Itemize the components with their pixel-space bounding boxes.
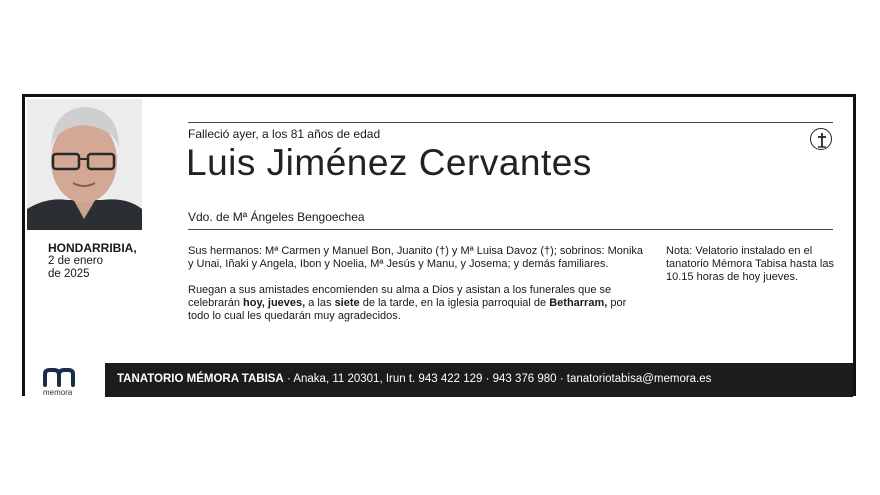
date-line-2: de 2025 xyxy=(48,268,90,280)
obituary-notice xyxy=(22,94,856,396)
widower-line: Vdo. de Mª Ángeles Bengoechea xyxy=(188,210,365,224)
company-details: · Anaka, 11 20301, Irun t. 943 422 129 · 943 376 980 · tanatoriotabisa@memora.es xyxy=(283,373,712,385)
memora-logo xyxy=(25,363,105,397)
place-and-date xyxy=(48,242,168,281)
deceased-name: Luis Jiménez Cervantes xyxy=(186,142,592,183)
company-name: TANATORIO MÉMORA TABISA xyxy=(117,373,284,385)
cross-icon xyxy=(810,128,832,150)
family-paragraph: Sus hermanos: Mª Carmen y Manuel Bon, Juanito (†) y Mª Luisa Davoz (†); sobrinos: Monika y Unai, Iñaki y Angela, Ibon y Noelia, Mª Jesús y Manu, y Josema; y demás familiares. xyxy=(188,245,644,270)
footer-bar xyxy=(25,363,853,397)
funeral-text-2: a las xyxy=(305,296,335,309)
died-line: Falleció ayer, a los 81 años de edad xyxy=(188,127,381,141)
funeral-church: Betharram, xyxy=(549,296,608,309)
funeral-text-4: por todo lo cual les quedarán muy agradecidos. xyxy=(188,296,627,322)
funeral-day: hoy, jueves, xyxy=(243,296,306,309)
funeral-time: siete xyxy=(334,296,360,309)
middle-divider xyxy=(188,229,833,230)
city: HONDARRIBIA, xyxy=(48,241,137,255)
logo-text: memora xyxy=(43,388,73,397)
funeral-text-1: Ruegan a sus amistades encomienden su alma a Dios y asistan a los funerales que se celebrarán xyxy=(188,284,612,309)
footer-contact xyxy=(117,373,711,385)
funeral-text-3: de la tarde, en la iglesia parroquial de xyxy=(359,296,550,309)
top-divider xyxy=(188,122,833,123)
funeral-paragraph xyxy=(188,284,648,322)
portrait-photo xyxy=(27,99,142,230)
wake-note: Nota: Velatorio instalado en el tanatorio Mémora Tabisa hasta las 10.15 horas de hoy jueves. xyxy=(666,245,834,283)
date-line-1: 2 de enero xyxy=(48,255,103,267)
